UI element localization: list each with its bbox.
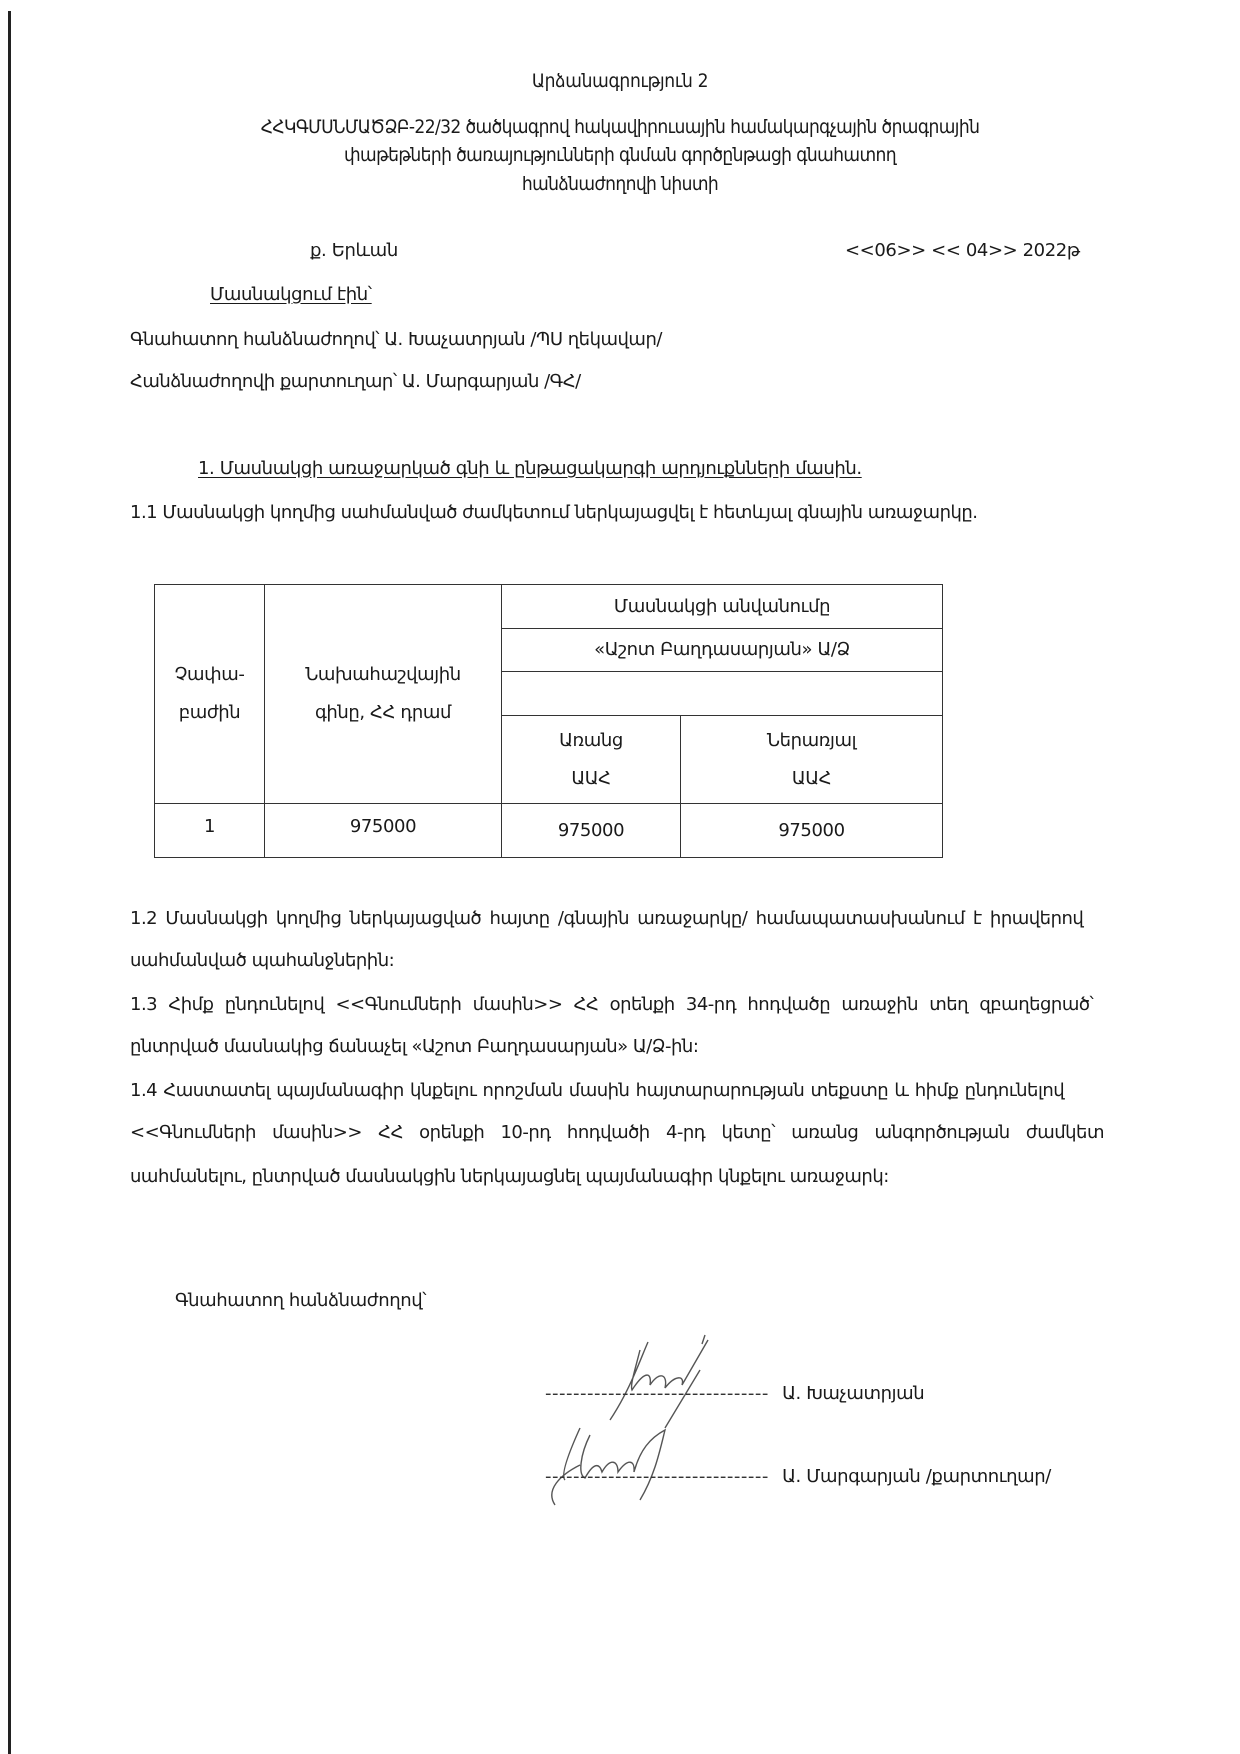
estimated-price-header-line-2: գինը, ՀՀ դրամ xyxy=(314,702,452,723)
signoff-label: Գնահատող հանձնաժողով՝ xyxy=(175,1290,427,1311)
paragraph-1-2-line-1: 1.2 Մասնակցի կողմից ներկայացված հայտը /գնային առաջարկը/ համապատասխանում է իրավերով xyxy=(130,908,1084,929)
estimated-price-header-line-1: Նախահաշվային xyxy=(305,664,461,685)
without-vat-header-line-2: ԱԱՀ xyxy=(571,767,611,789)
estimated-price-cell: 975000 xyxy=(265,804,502,858)
section-heading: 1. Մասնակցի առաջարկած գնի և ընթացակարգի արդյուքնների մասին. xyxy=(198,458,862,479)
paragraph-1-2-line-2: սահմանված պահանջներին: xyxy=(130,950,395,971)
without-vat-header xyxy=(502,716,681,804)
lot-header-line-1: Չափա- xyxy=(174,664,245,685)
participant-name-header: Մասնակցի անվանումը xyxy=(502,585,943,629)
document-title: Արձանագրություն 2 xyxy=(531,70,709,92)
date: <<06>> << 04>> 2022թ xyxy=(845,240,1080,261)
paragraph-1-4-line-1: 1.4 Հաստատել պայմանագիր կնքելու որոշման մասին հայտարարության տեքստը և հիմք ընդունելով xyxy=(130,1080,1065,1101)
paragraph-1-1: 1.1 Մասնակցի կողմից սահմանված ժամկետում ներկայացվել է հետևյալ գնային առաջարկը. xyxy=(130,502,978,523)
paragraph-1-3-line-2: ընտրված մասնակից ճանաչել «Աշոտ Բաղդասարյան» Ա/Ձ-ին: xyxy=(130,1036,699,1057)
price-offer-table xyxy=(154,584,943,858)
city: ք. Երևան xyxy=(310,240,398,261)
with-vat-header-line-1: Ներառյալ xyxy=(766,729,857,751)
table-row xyxy=(155,804,943,858)
lot-header-line-2: բաժին xyxy=(178,702,241,723)
without-vat-header-line-1: Առանց xyxy=(559,729,623,751)
participant-line-2: Հանձնաժողովի քարտուղար՝ Ա. Մարգարյան /ԳՀ/ xyxy=(130,371,581,392)
with-vat-header-line-2: ԱԱՀ xyxy=(791,767,832,789)
empty-cell xyxy=(502,672,943,716)
with-vat-header xyxy=(681,716,943,804)
participants-label: Մասնակցում էին՝ xyxy=(210,284,372,305)
lot-header xyxy=(155,585,265,804)
lot-cell: 1 xyxy=(155,804,265,858)
signature-row-2 xyxy=(545,1466,1051,1487)
signatory-name-1: Ա. Խաչատրյան xyxy=(782,1383,925,1404)
participant-name: «Աշոտ Բաղդասարյան» Ա/Ձ xyxy=(502,629,943,672)
paragraph-1-4-line-2: <<Գնումների մասին>> ՀՀ օրենքի 10-րդ հոդվածի 4-րդ կետը՝ առանց անգործության ժամկետ xyxy=(130,1122,1104,1143)
participant-line-1: Գնահատող հանձնաժողով՝ Ա. Խաչատրյան /ՊՍ ղեկավար/ xyxy=(130,329,662,350)
header-line-3: հանձնաժողովի նիստի xyxy=(521,173,719,195)
signature-khachatryan xyxy=(590,1330,740,1430)
signatory-name-2: Ա. Մարգարյան /քարտուղար/ xyxy=(782,1466,1051,1487)
header-line-1: ՀՀԿԳՄՍՆՄԱԾՁԲ-22/32 ծածկագրով հակավիրուսային համակարգչային ծրագրային xyxy=(260,116,980,138)
signature-row-1 xyxy=(545,1383,924,1404)
paragraph-1-3-line-1: 1.3 Հիմք ընդունելով <<Գնումների մասին>> ՀՀ օրենքի 34-րդ հոդվածը առաջին տեղ զբաղեցրած՝ xyxy=(130,994,1094,1015)
paragraph-1-4-line-3: սահմանելու, ընտրված մասնակցին ներկայացնել պայմանագիր կնքելու առաջարկ: xyxy=(130,1166,889,1187)
header-line-2: փաթեթների ծառայությունների գնման գործընթացի գնահատող xyxy=(344,144,896,166)
without-vat-cell: 975000 xyxy=(502,804,681,858)
signature-margaryan xyxy=(540,1420,710,1510)
estimated-price-header xyxy=(265,585,502,804)
signature-line-1: -------------------------------- xyxy=(545,1383,769,1404)
with-vat-cell: 975000 xyxy=(681,804,943,858)
signature-line-2: -------------------------------- xyxy=(545,1466,769,1487)
scan-edge-line xyxy=(8,11,11,1754)
